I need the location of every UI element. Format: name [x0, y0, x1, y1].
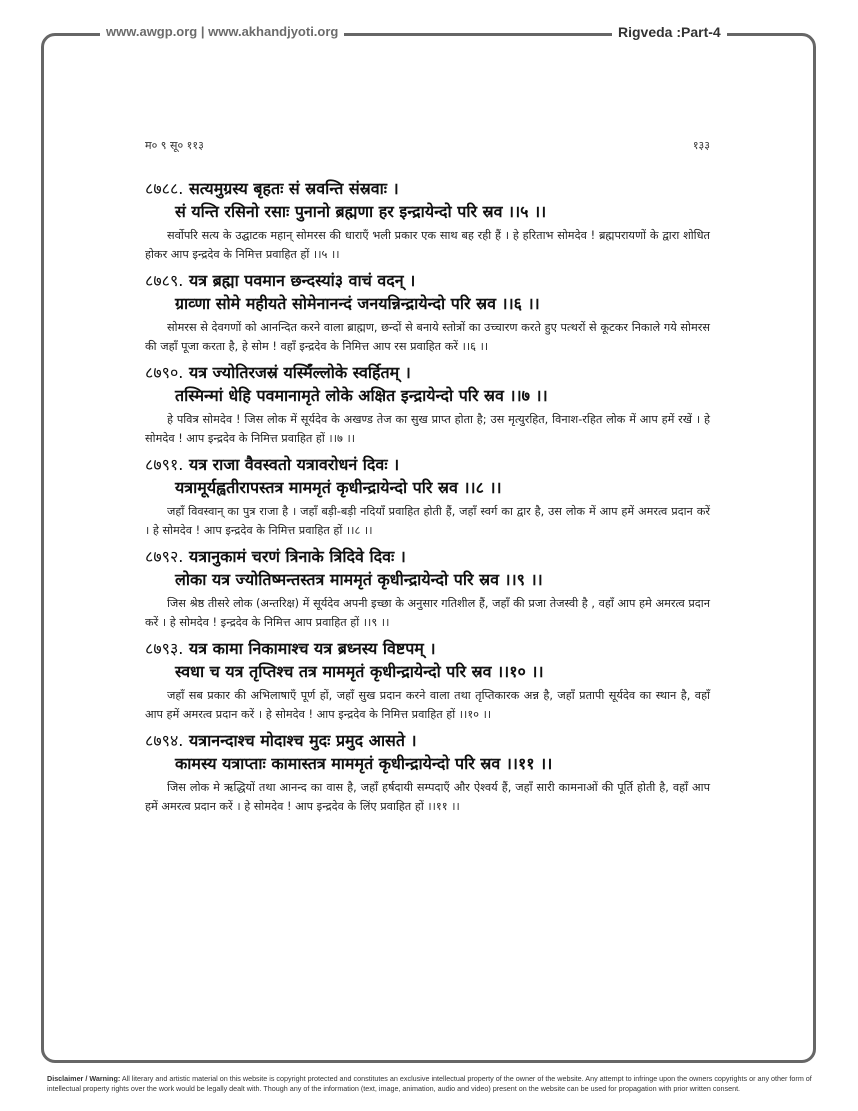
verse-text: सत्यमुग्रस्य बृहतः सं स्रवन्ति संस्रवाः ।: [188, 179, 399, 198]
mantra-number: ८७९४.: [145, 731, 184, 750]
verse-line-1: [145, 638, 710, 660]
mantra-number: ८७९१.: [145, 455, 184, 474]
verse-line-2: कामस्य यत्राप्ताः कामास्तत्र माममृतं कृधीन्द्रायेन्दो परि स्रव ।।११ ।।: [175, 754, 553, 773]
verse-line-2: तस्मिन्मां धेहि पवमानामृते लोके अक्षित इन्द्रायेन्दो परि स्रव ।।७ ।।: [175, 386, 548, 405]
mantra: [145, 546, 710, 632]
translation: जिस श्रेष्ठ तीसरे लोक (अन्तरिक्ष) में सूर्यदेव अपनी इच्छा के अनुसार गतिशील हैं, जहाँ की प्रजा तेजस्वी है , वहाँ आप हमे अमरत्व प्रदान करें । हे सोमदेव ! इन्द्रदेव के निमित्त आप प्रवाहित हों ।।९ ।।: [145, 597, 710, 629]
translation: जिस लोक मे ऋद्धियों तथा आनन्द का वास है, जहाँ हर्षदायी सम्पदाएँ और ऐश्वर्य हैं, जहाँ सारी कामनाओं की पूर्ति होती है, वहाँ आप हमें अमरत्व प्रदान करें । हे सोमदेव ! आप इन्द्रदेव के लिंए प्रवाहित हों ।।११ ।।: [145, 781, 710, 813]
translation: जहाँ सब प्रकार की अभिलाषाएँ पूर्ण हों, जहाँ सुख प्रदान करने वाला तथा तृप्तिकारक अन्न है, जहाँ प्रतापी सूर्यदेव का स्थान है, वहाँ आप हमें अमरत्व प्रदान करें । हे सोमदेव ! आप इन्द्रदेव के निमित्त प्रवाहित हों ।।१० ।।: [145, 689, 710, 721]
verse-line-1: [145, 454, 710, 476]
verse-text: यत्र राजा वैवस्वतो यत्रावरोधनं दिवः ।: [188, 455, 400, 474]
site-links: www.awgp.org | www.akhandjyoti.org: [100, 23, 344, 41]
verse-line-2: लोका यत्र ज्योतिष्मन्तस्तत्र माममृतं कृधीन्द्रायेन्दो परि स्रव ।।९ ।।: [175, 570, 543, 589]
verse-line-1: [145, 270, 710, 292]
verse-text: यत्र ब्रह्मा पवमान छन्दस्यां३ वाचं वदन् ।: [188, 271, 416, 290]
book-title: Rigveda :Part-4: [612, 23, 727, 41]
mantra: [145, 454, 710, 540]
verse-text: यत्र कामा निकामाश्च यत्र ब्रध्नस्य विष्टपम् ।: [188, 639, 436, 658]
mantra: [145, 362, 710, 448]
verse-line-1: [145, 178, 710, 200]
verse-line-2: ग्राव्णा सोमे महीयते सोमेनानन्दं जनयन्निन्द्रायेन्दो परि स्रव ।।६ ।।: [175, 294, 540, 313]
mantra-number: ८७८८.: [145, 179, 184, 198]
mantra: [145, 270, 710, 356]
disclaimer-label: Disclaimer / Warning:: [47, 1074, 121, 1083]
translation: सोमरस से देवगणों को आनन्दित करने वाला ब्राह्मण, छन्दों से बनाये स्तोत्रों का उच्चारण करते हुए पत्थरों से कूटकर निकाले गये सोमरस की जहाँ पूजा करता है, हे सोम ! वहाँ इन्द्रदेव के निमित्त आप रस प्रवाहित करें ।।६ ।।: [145, 321, 710, 353]
verse-text: यत्रानुकामं चरणं त्रिनाके त्रिदिवे दिवः ।: [188, 547, 406, 566]
mantra: [145, 730, 710, 816]
mantra: [145, 178, 710, 264]
mantra-number: ८७८९.: [145, 271, 184, 290]
section-reference: म० ९ सू० ११३: [145, 139, 204, 152]
translation: जहाँ विवस्वान् का पुत्र राजा है । जहाँ बड़ी-बड़ी नदियाँ प्रवाहित होती हैं, जहाँ स्वर्ग का द्वार है, उस लोक में आप हमें अमरत्व प्रदान करें । हे सोमदेव ! आप इन्द्रदेव के निमित्त प्रवाहित हों ।।८ ।।: [145, 505, 710, 537]
mantra-number: ८७९०.: [145, 363, 184, 382]
verse-line-2: सं यन्ति रसिनो रसाः पुनानो ब्रह्मणा हर इन्द्रायेन्दो परि स्रव ।।५ ।।: [175, 202, 547, 221]
verse-line-2: स्वधा च यत्र तृप्तिश्च तत्र माममृतं कृधीन्द्रायेन्दो परि स्रव ।।१० ।।: [175, 662, 544, 681]
page-content: [145, 178, 710, 822]
verse-text: यत्रानन्दाश्च मोदाश्च मुदः प्रमुद आसते ।: [188, 731, 417, 750]
mantra: [145, 638, 710, 724]
verse-text: यत्र ज्योतिरजस्रं यस्मिँल्लोके स्वर्हितम् ।: [188, 363, 411, 382]
page-number: १३३: [692, 139, 710, 152]
verse-line-1: [145, 546, 710, 568]
verse-line-1: [145, 362, 710, 384]
mantra-number: ८७९३.: [145, 639, 184, 658]
mantra-number: ८७९२.: [145, 547, 184, 566]
verse-line-2: यत्रामूर्यह्वतीरापस्तत्र माममृतं कृधीन्द्रायेन्दो परि स्रव ।।८ ।।: [175, 478, 502, 497]
disclaimer-text: All literary and artistic material on this website is copyright protected and constitutes an exclusive intellectual property of the owner of the website. Any attempt to infringe upon the owners copyrights or any other form of intellectual property rights over the work would be legally dealt with. Though any of the information (text, image, animation, audio and video) present on the website can be used for propagation with prior written consent.: [47, 1074, 812, 1093]
verse-line-1: [145, 730, 710, 752]
disclaimer: [47, 1074, 822, 1094]
translation: हे पवित्र सोमदेव ! जिस लोक में सूर्यदेव के अखण्ड तेज का सुख प्राप्त होता है; उस मृत्युरहित, विनाश-रहित लोक में आप हमें रखें । हे सोमदेव ! आप इन्द्रदेव के निमित्त प्रवाहित हों ।।७ ।।: [145, 413, 710, 445]
translation: सर्वोपरि सत्य के उद्घाटक महान् सोमरस की धाराएँ भली प्रकार एक साथ बह रही हैं । हे हरिताभ सोमदेव ! ब्रह्मपरायणों के द्वारा शोधित होकर आप इन्द्रदेव के निमित्त प्रवाहित हों ।।५ ।।: [145, 229, 710, 261]
